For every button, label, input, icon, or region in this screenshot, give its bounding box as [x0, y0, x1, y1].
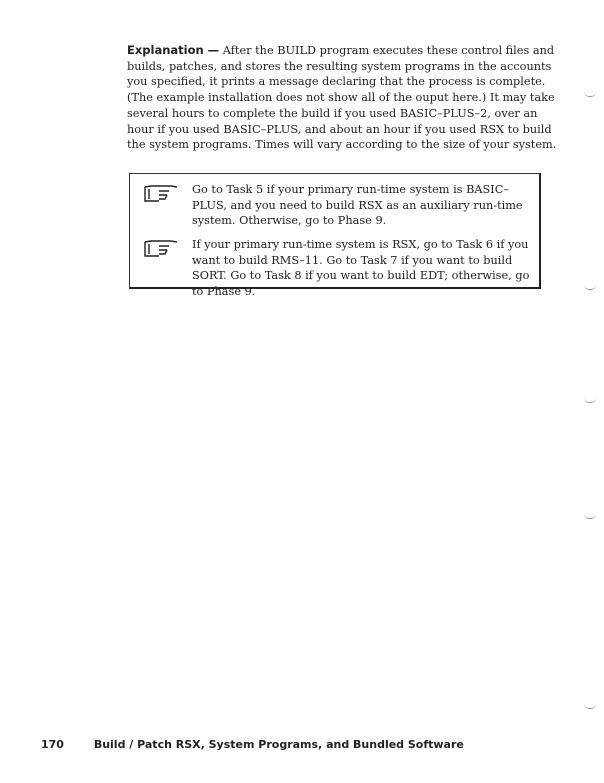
- footer-title: Build / Patch RSX, System Programs, and Bundled Software: [93, 738, 464, 751]
- margin-mark: [584, 285, 596, 290]
- page-footer: [41, 738, 464, 751]
- margin-mark: [584, 92, 596, 97]
- note-text: If your primary run-time system is RSX, go to Task 6 if you want to build RMS–11. Go to Task 7 if you want to build SORT. Go to Task 8 if you want to build EDT; otherwise, go to Phase 9.: [192, 238, 530, 299]
- margin-mark: [584, 704, 596, 709]
- margin-mark: [584, 514, 596, 519]
- explanation-paragraph: [127, 43, 567, 153]
- explanation-label: Explanation —: [127, 43, 220, 57]
- pointing-hand-icon: [143, 238, 179, 258]
- note-box: [129, 173, 541, 299]
- margin-mark: [584, 398, 596, 403]
- note-text: Go to Task 5 if your primary run-time system is BASIC–PLUS, and you need to build RSX as an auxiliary run-time system. Otherwise, go to Phase 9.: [192, 183, 523, 228]
- pointing-hand-icon: [143, 183, 179, 203]
- explanation-text: After the BUILD program executes these control files and builds, patches, and stores the resulting system programs in the accounts you specified, it prints a message declaring that the process is complete. (The example installation does not show all of the ouput here.) It may take several hours to complete the build if you used BASIC–PLUS–2, over an hour if you used BASIC–PLUS, and about an hour if you used RSX to build the system programs. Times will vary according to the size of your system.: [127, 44, 557, 152]
- page-number: 170: [41, 738, 64, 751]
